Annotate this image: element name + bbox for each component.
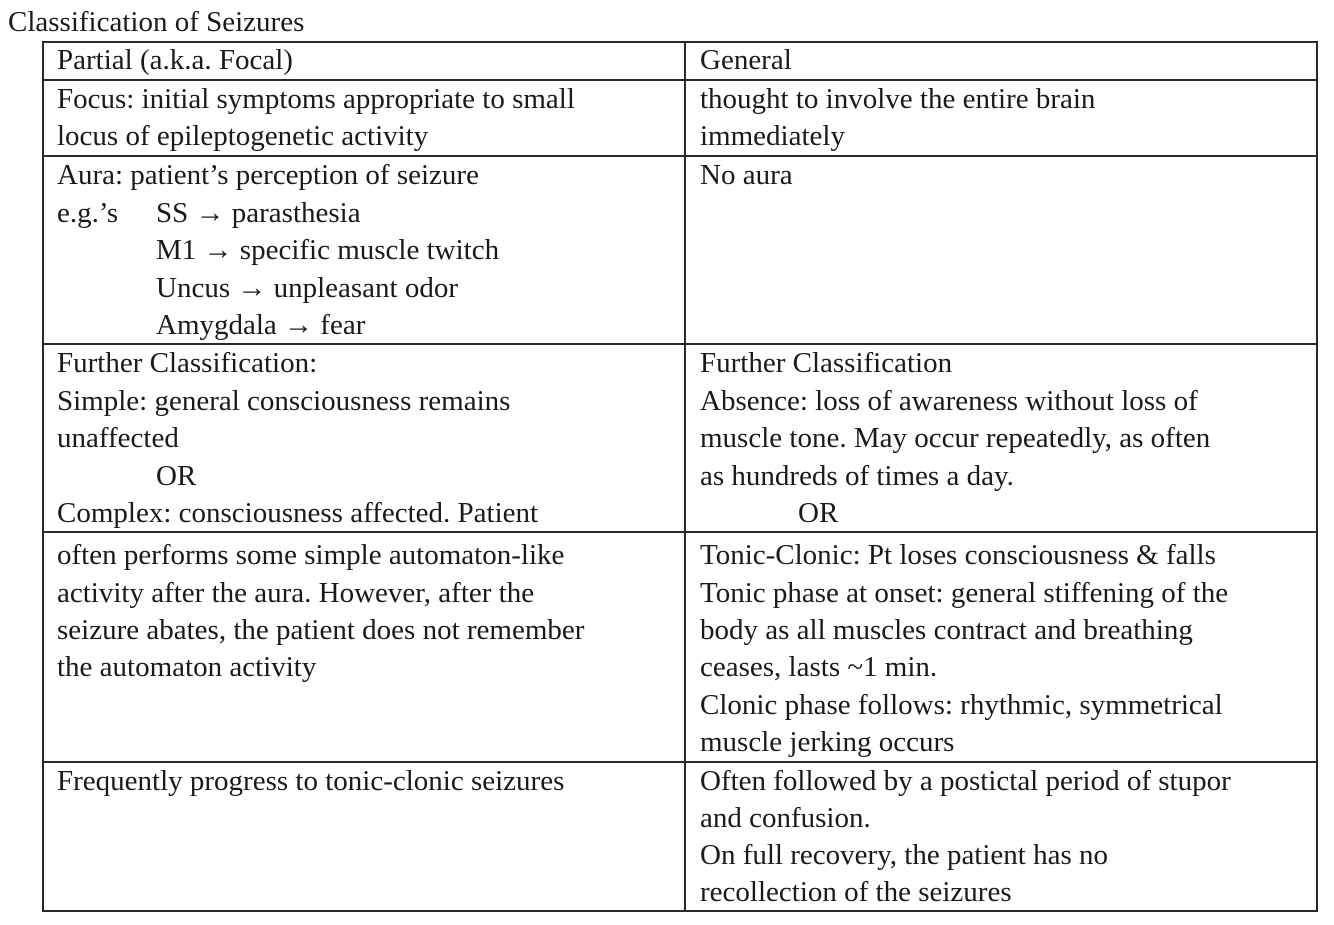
- table-left-border: [42, 533, 44, 912]
- further-left-or: OR: [156, 460, 197, 492]
- aura-eg-label: e.g.’s: [57, 197, 119, 229]
- continuation-right-line: Tonic-Clonic: Pt loses consciousness & falls: [700, 539, 1216, 571]
- aura-title: Aura: patient’s perception of seizure: [57, 159, 479, 191]
- table-right-border: [1316, 41, 1318, 533]
- table-right-border: [1316, 533, 1318, 912]
- final-right-line: Often followed by a postictal period of stupor: [700, 765, 1231, 797]
- continuation-left-line: seizure abates, the patient does not remember: [57, 614, 585, 646]
- further-right-line: Absence: loss of awareness without loss of: [700, 385, 1198, 417]
- continuation-right-line: ceases, lasts ~1 min.: [700, 651, 938, 683]
- continuation-left-line: activity after the aura. However, after the: [57, 577, 535, 609]
- aura-example: Uncus → unpleasant odor: [156, 272, 459, 304]
- aura-example: Amygdala → fear: [156, 309, 366, 341]
- focus-right-line: immediately: [700, 120, 845, 152]
- continuation-right-line: body as all muscles contract and breathing: [700, 614, 1193, 646]
- aura-example: SS → parasthesia: [156, 197, 361, 229]
- further-left-line: unaffected: [57, 422, 179, 454]
- further-right-line: as hundreds of times a day.: [700, 460, 1014, 492]
- column-divider: [684, 41, 686, 533]
- further-left-line: Complex: consciousness affected. Patient: [57, 497, 539, 529]
- header-general: General: [700, 44, 792, 76]
- continuation-right-line: Tonic phase at onset: general stiffening of the: [700, 577, 1229, 609]
- final-right-line: and confusion.: [700, 802, 871, 834]
- table-bottom-border: [42, 910, 1318, 912]
- page-title: Classification of Seizures: [8, 6, 305, 38]
- header-partial: Partial (a.k.a. Focal): [57, 44, 293, 76]
- further-right-line: Further Classification: [700, 347, 953, 379]
- focus-right-line: thought to involve the entire brain: [700, 83, 1096, 115]
- continuation-right-line: muscle jerking occurs: [700, 726, 955, 758]
- continuation-left-line: often performs some simple automaton-like: [57, 539, 565, 571]
- further-right-or: OR: [798, 497, 839, 529]
- table-left-border: [42, 41, 44, 533]
- further-right-line: muscle tone. May occur repeatedly, as often: [700, 422, 1211, 454]
- focus-left-line: Focus: initial symptoms appropriate to small: [57, 83, 575, 115]
- further-left-line: Further Classification:: [57, 347, 318, 379]
- continuation-left-line: the automaton activity: [57, 651, 317, 683]
- final-right-line: On full recovery, the patient has no: [700, 839, 1109, 871]
- continuation-right-line: Clonic phase follows: rhythmic, symmetrical: [700, 689, 1223, 721]
- aura-general: No aura: [700, 159, 793, 191]
- final-left-line: Frequently progress to tonic-clonic seizures: [57, 765, 565, 797]
- column-divider: [684, 533, 686, 912]
- aura-example: M1 → specific muscle twitch: [156, 234, 500, 266]
- further-left-line: Simple: general consciousness remains: [57, 385, 511, 417]
- focus-left-line: locus of epileptogenetic activity: [57, 120, 429, 152]
- final-right-line: recollection of the seizures: [700, 876, 1012, 908]
